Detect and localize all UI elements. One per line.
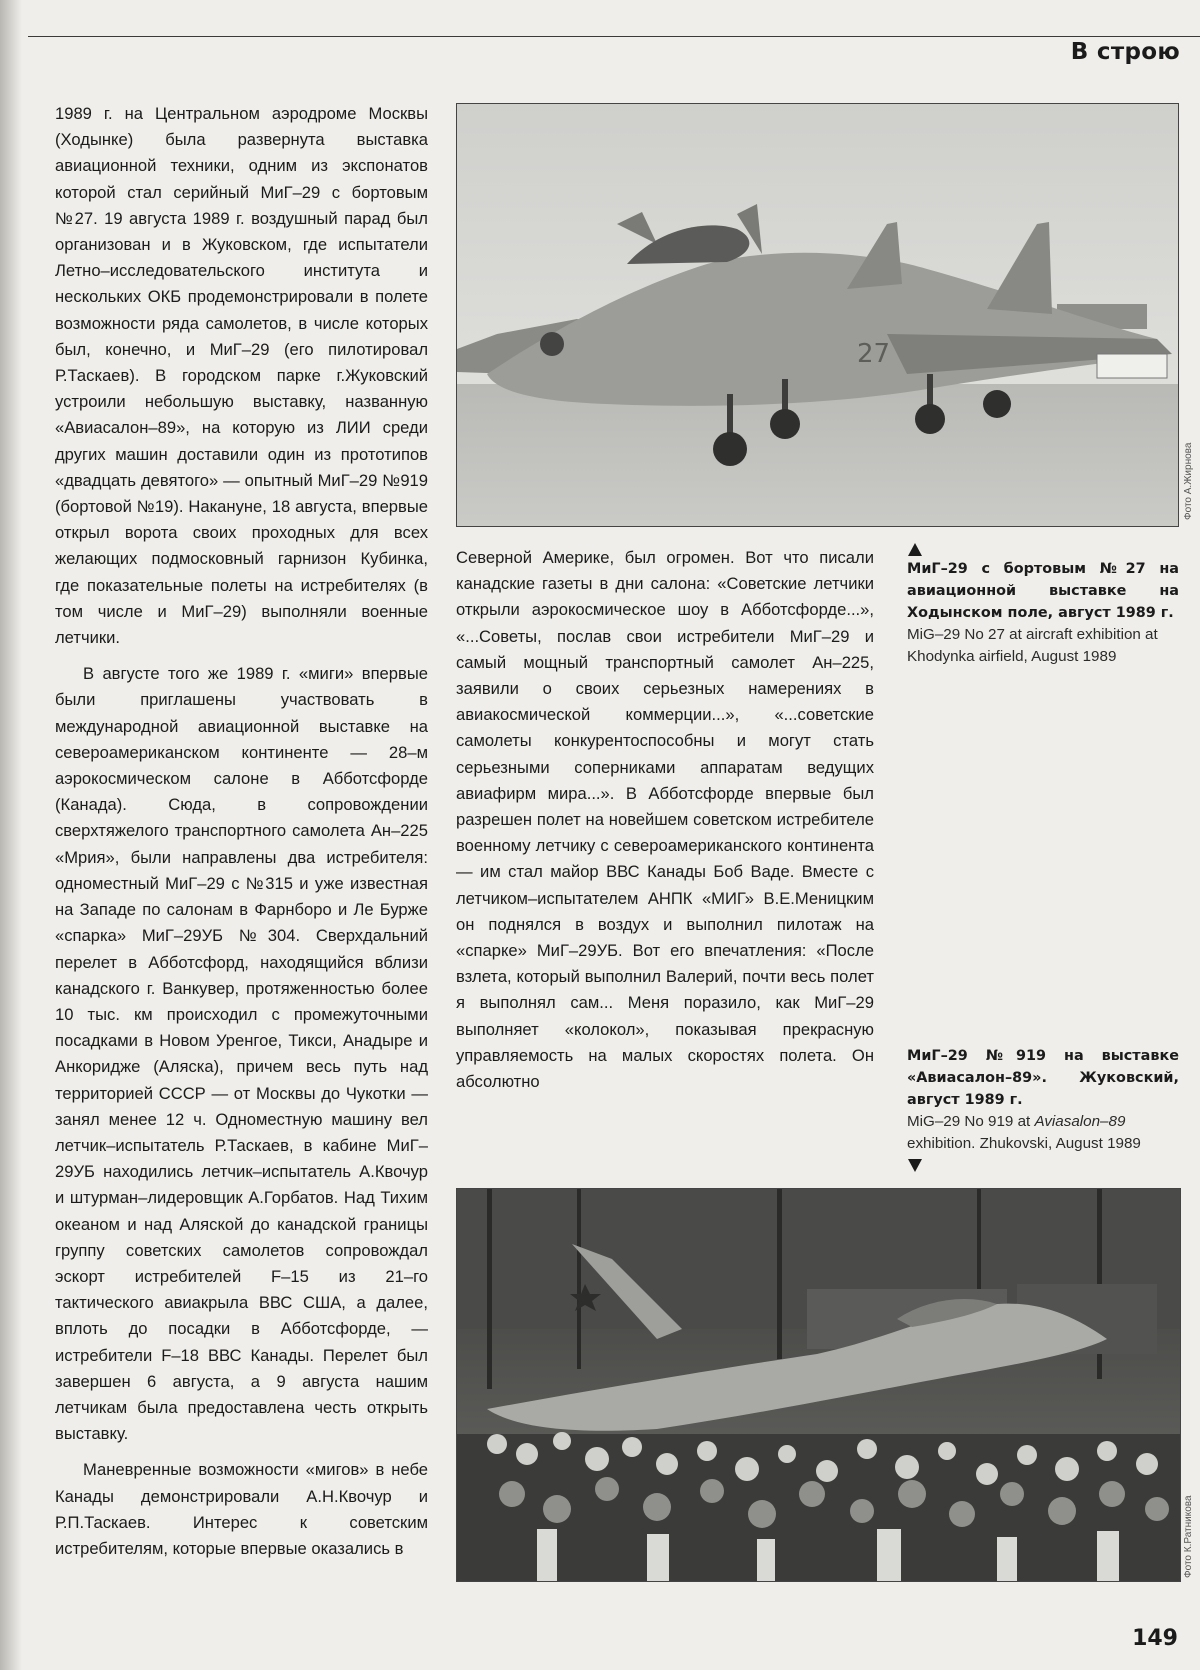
paragraph: Маневренные возможности «мигов» в небе Канады демонстрировали А.Н.Квочур и Р.П.Таскаев. Интерес к советским истребителям, которые впервые оказались в (55, 1460, 428, 1558)
caption-russian: МиГ–29 №919 на выставке «Авиасалон–89». Жуковский, август 1989 г. (907, 1048, 1179, 1108)
photo-mig29-no919-drawing (457, 1189, 1180, 1581)
caption-russian: МиГ–29 с бортовым №27 на авиационной выставке на Ходынском поле, август 1989 г. (907, 561, 1179, 621)
header-rule (28, 36, 1200, 37)
photo-caption-top (907, 558, 1179, 668)
caption-english: MiG–29 No 27 at aircraft exhibition at Khodynka airfield, August 1989 (907, 626, 1158, 665)
caption-english-suffix: exhibition. Zhukovski, August 1989 (907, 1135, 1141, 1152)
caption-english-prefix: MiG–29 No 919 at (907, 1113, 1035, 1130)
paragraph: Северной Америке, был огромен. Вот что писали канадские газеты в дни салона: «Советские летчики открыли аэрокосмическое шоу в Абботсфорде...», «...Советы, послав свои истребители МиГ–29 и самый мощный транспортный самолет Ан–225, заявили о своих серьезных намерениях в авиакосмической коммерции...», «...советские самолеты конкурентоспособны и могут стать серьезными соперниками аппаратам ведущих авиафирм мира...». В Абботсфорде впервые был разрешен полет на новейшем советском истребителе военному летчику с североамериканского континента — им стал майор ВВС Канады Боб Ваде. Вместе с летчиком–испытателем АНПК «МИГ» В.Е.Меницким он поднялся в воздух и выполнил пилотаж на «спарке» МиГ–29УБ. Вот его впечатления: «После взлета, который выполнил Валерий, почти весь полет я выполнял сам... Меня поразило, как МиГ–29 выполняет «колокол», показывая прекрасную управляемость на малых скоростях полета. Он абсолютно (456, 548, 874, 1092)
page-number: 149 (1132, 1626, 1178, 1651)
photo-mig29-no27-drawing (457, 104, 1178, 526)
photo-credit: Фото К.Ратникова (1183, 1495, 1194, 1578)
tail-number-label: 27 (857, 339, 891, 369)
photo-credit: Фото А.Жирнова (1183, 442, 1194, 520)
photo-caption-bottom (907, 1045, 1179, 1155)
body-column-middle (456, 545, 874, 1165)
paragraph: 1989 г. на Центральном аэродроме Москвы (Ходынке) была развернута выставка авиационной техники, одним из экспонатов которой стал серийный МиГ–29 с бортовым №27. 19 августа 1989 г. воздушный парад был организован и в Жуковском, где испытатели Летно–исследовательского института и нескольких ОКБ продемонстрировали в полете возможности ряда самолетов, в числе которых был, конечно, и МиГ–29 (его пилотировал Р.Таскаев). В городском парке г.Жуковский устроили небольшую выставку, названную «Авиасалон–89», на которую из ЛИИ среди других машин доставили один из прототипов «двадцать девятого» — опытный МиГ–29 №919 (бортовой №19). Накануне, 18 августа, впервые открыл ворота своих проходных для всех желающих подмосковный гарнизон Кубинка, где показательные полеты на истребителях (в том числе и МиГ–29) выполняли военные летчики. (55, 104, 428, 648)
body-column-left (55, 101, 428, 1607)
section-title: В строю (1070, 39, 1180, 65)
triangle-up-icon (908, 543, 922, 556)
caption-english-italic: Aviasalon–89 (1034, 1113, 1126, 1130)
triangle-down-icon (908, 1159, 922, 1172)
caption-english (907, 1111, 1179, 1155)
photo-mig29-no919 (456, 1188, 1181, 1582)
page-binding-shadow (0, 0, 22, 1670)
paragraph: В августе того же 1989 г. «миги» впервые были приглашены участвовать в международной авиационной выставке на североамериканском континенте — 28–м аэрокосмическом салоне в Абботсфорде (Канада). Сюда, в сопровождении сверхтяжелого транспортного самолета Ан–225 «Мрия», были направлены два истребителя: одноместный МиГ–29 с №315 и уже известная на Западе по салонам в Фарнборо и Ле Бурже «спарка» МиГ–29УБ №304. Сверхдальний перелет в Абботсфорд, находящийся вблизи канадского г. Ванкувер, протяженностью более 10 тыс. км происходил с промежуточными посадками в Новом Уренгое, Тикси, Анадыре и Анкоридже (Аляска), причем весь путь над территорией СССР — от Москвы до Чукотки — занял менее 12 ч. Одноместную машину вел летчик–испытатель Р.Таскаев, в кабине МиГ–29УБ находились летчик–испытатель А.Квочур и штурман–лидеровщик А.Горбатов. Над Тихим океаном и над Аляской до канадской границы группу советских самолетов сопровождал эскорт истребителей F–15 из 21–го тактического авиакрыла ВВС США, а далее, вплоть до посадки в Абботсфорде, — истребители F–18 ВВС Канады. Перелет был завершен 6 августа, а 9 августа нашим летчикам была предоставлена честь открыть выставку. (55, 664, 428, 1444)
photo-mig29-no27 (456, 103, 1179, 527)
